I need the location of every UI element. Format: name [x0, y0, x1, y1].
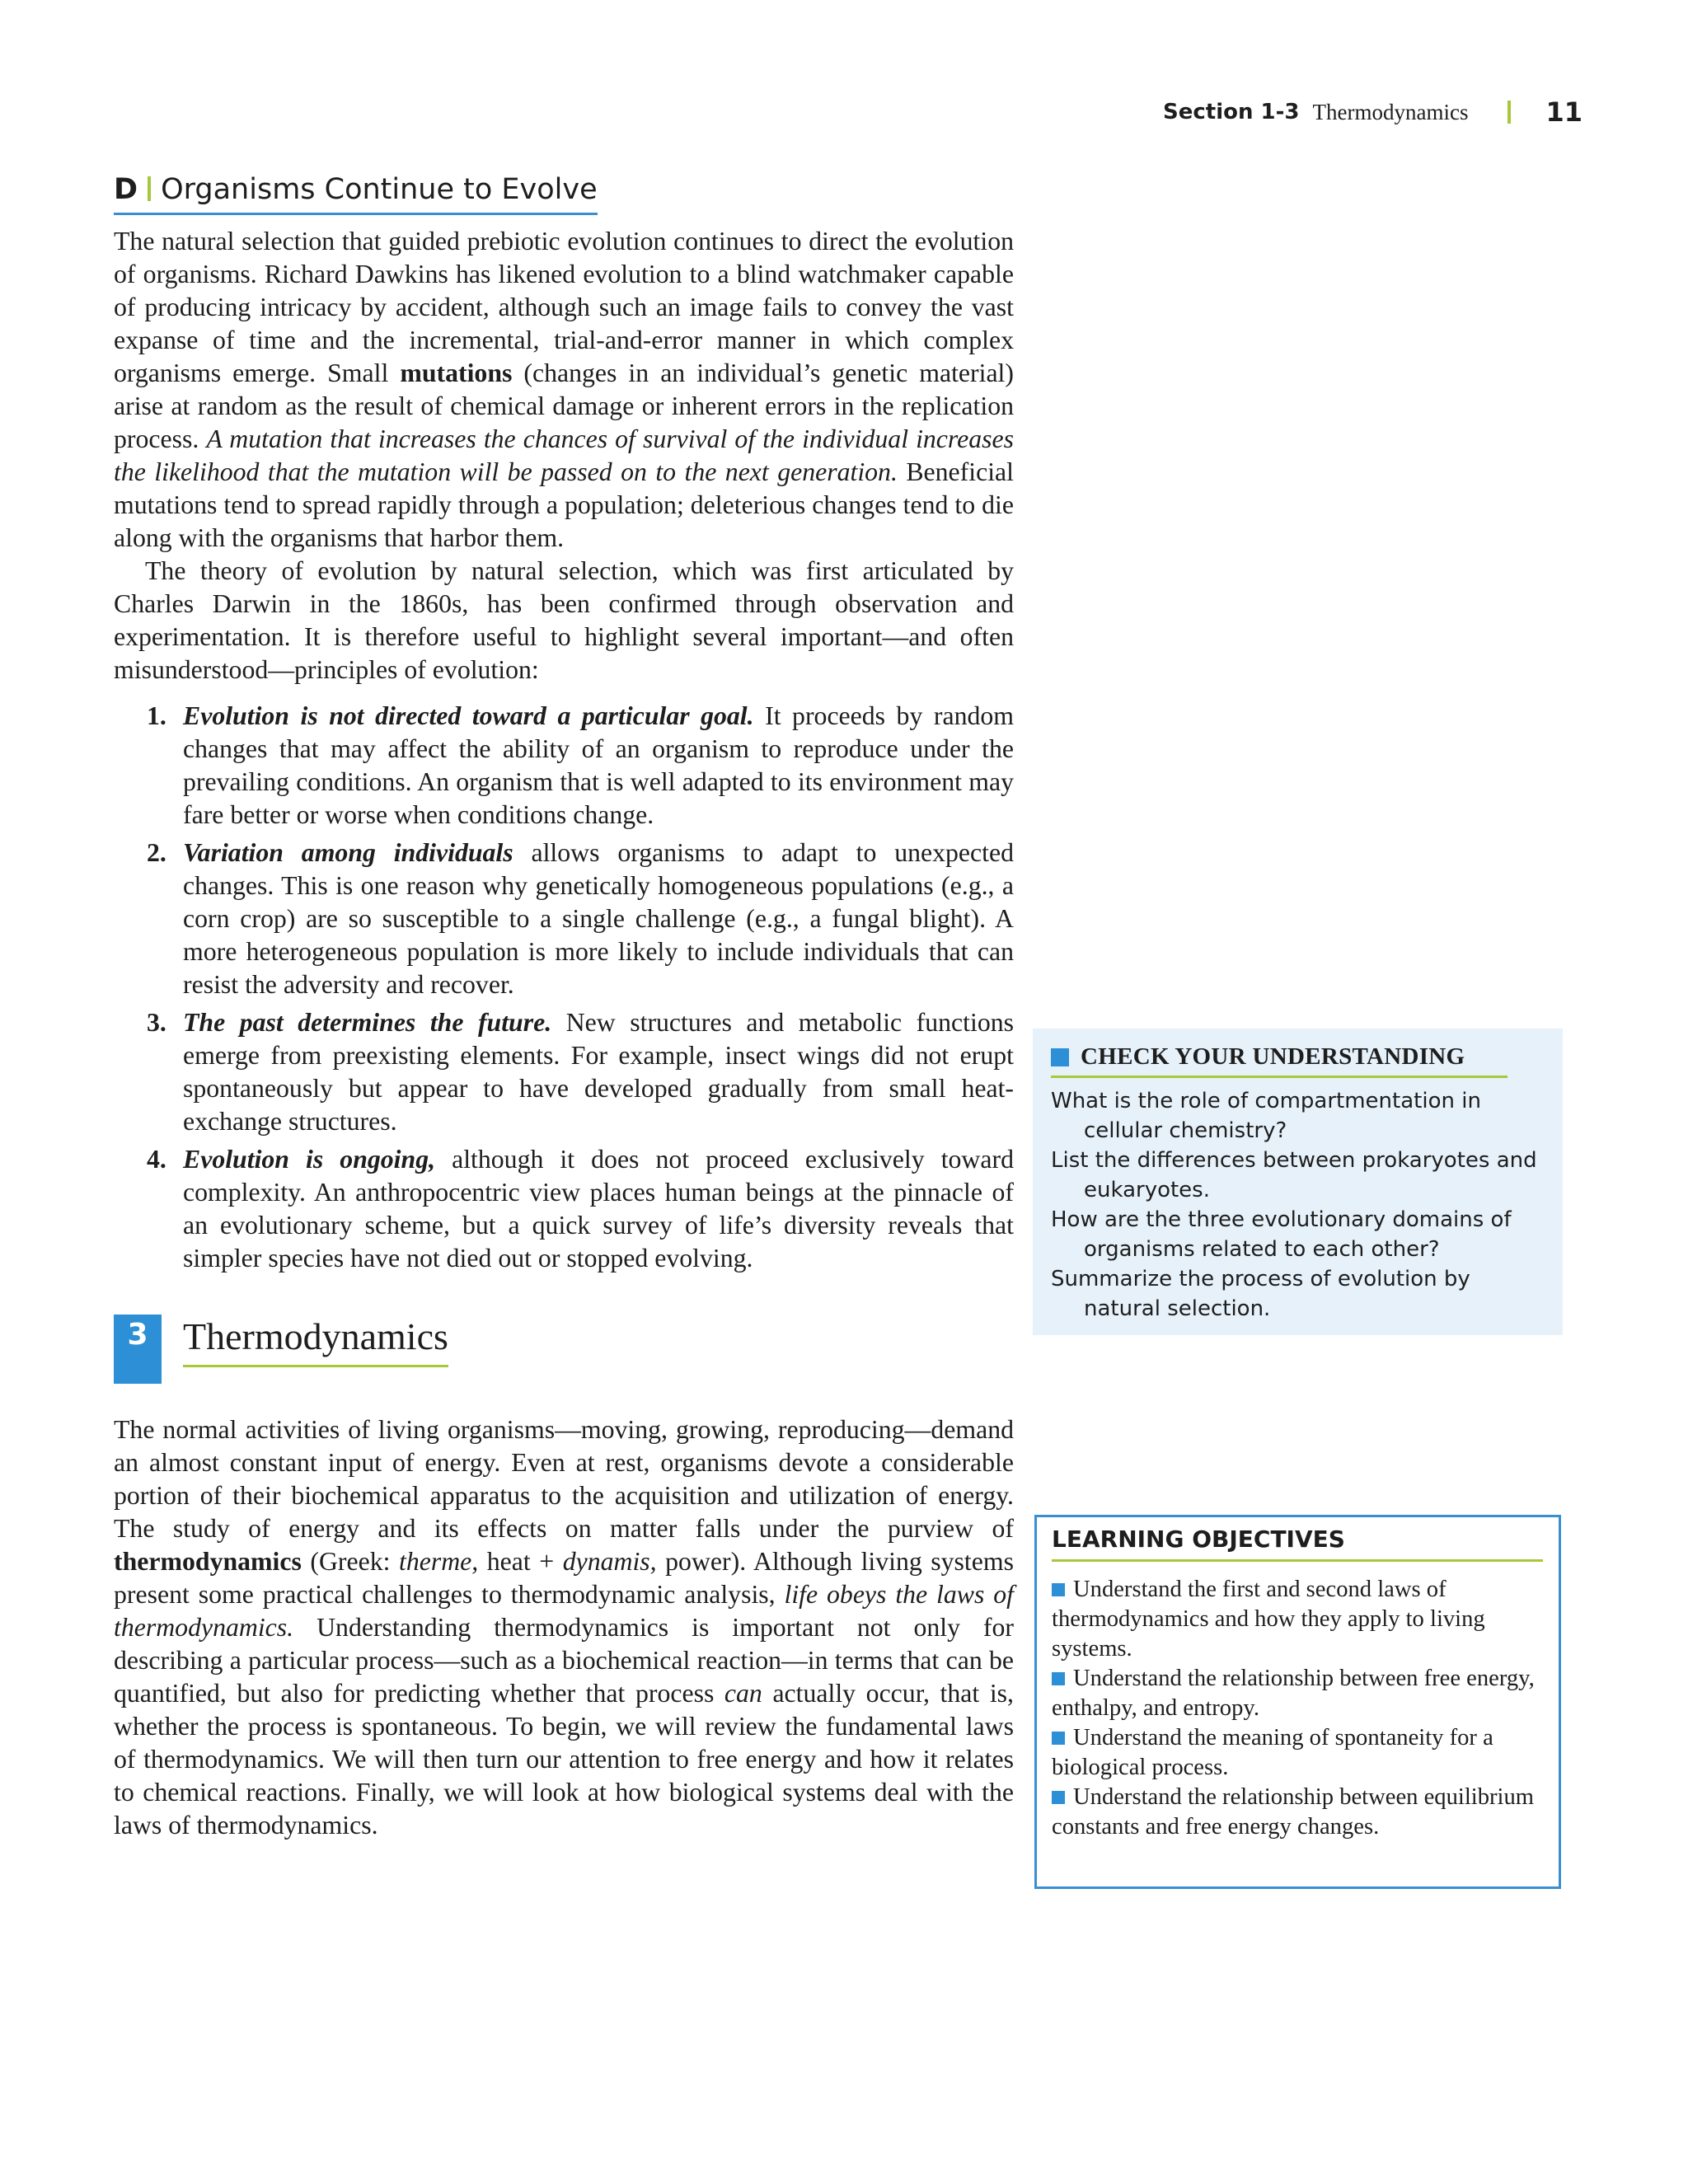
- list-item: What is the role of compartmentation in cellular chemistry?: [1051, 1089, 1481, 1143]
- objective-text: Understand the first and second laws of thermodynamics and how they apply to living systems.: [1052, 1577, 1485, 1661]
- section-3-title: Thermodynamics: [183, 1315, 448, 1367]
- square-bullet-icon: [1052, 1583, 1065, 1596]
- term-mutations: mutations: [400, 359, 513, 387]
- section-d-paragraph-2: The theory of evolution by natural selection, which was first articulated by Charles Darwin in the 1860s, has been confirmed through observation and experimentation. It is therefore useful to highlight several important—and often misunderstood—principles of evolution:: [114, 556, 1014, 684]
- list-item: Summarize the process of evolution by natural selection.: [1051, 1267, 1470, 1321]
- objective-text: Understand the meaning of spontaneity for a biological process.: [1052, 1725, 1493, 1780]
- list-item: List the differences between prokaryotes and eukaryotes.: [1051, 1148, 1537, 1202]
- list-item: [1052, 1783, 1544, 1842]
- square-bullet-icon: [1052, 1672, 1065, 1685]
- section-number-badge: [114, 1315, 162, 1384]
- s3-text-b: (Greek:: [301, 1547, 399, 1576]
- learning-objectives-box: [1034, 1515, 1561, 1889]
- square-bullet-icon: [1052, 1732, 1065, 1745]
- principle-text: It proceeds by random changes that may affect the ability of an organism to reproduce under the prevailing conditions. An organism that is well adapted to its environment may fare better or worse when conditions change.: [183, 701, 1014, 829]
- term-thermodynamics: thermodynamics: [114, 1547, 302, 1576]
- evolution-principles-list: [114, 700, 1014, 1275]
- section-3-heading: [114, 1315, 1014, 1384]
- p1-text-a: The natural selection that guided prebiotic evolution continues to direct the evolution of organisms. Richard Dawkins has likened evolution to a blind watchmaker capable of producing intricacy by accident, although such an image fails to convey the vast expanse of time and the incremental, trial-and-error manner in which complex organisms emerge. Small: [114, 227, 1014, 387]
- s3-italic-dynamis: dynamis,: [562, 1547, 657, 1576]
- principle-text: although it does not proceed exclusively toward complexity. An anthropocentric view places human beings at the pinnacle of an evolutionary scheme, but a quick survey of life’s diversity reveals that simpler species have not died out or stopped evolving.: [183, 1145, 1014, 1272]
- list-item: [1052, 1575, 1544, 1664]
- principle-lead: Evolution is ongoing,: [183, 1145, 436, 1174]
- section-d-letter: D: [114, 173, 138, 206]
- principle-lead: Variation among individuals: [183, 838, 513, 867]
- list-number: 2.: [147, 838, 166, 867]
- list-item: How are the three evolutionary domains of organisms related to each other?: [1051, 1207, 1512, 1262]
- section-d-title: Organisms Continue to Evolve: [161, 173, 598, 206]
- p1-text-c: Beneficial mutations tend to spread rapidly through a population; deleterious changes tend to die along with the organisms that harbor them.: [114, 457, 1014, 552]
- objectives-list: [1052, 1575, 1544, 1842]
- running-header: [1163, 96, 1582, 129]
- principle-text: allows organisms to adapt to unexpected changes. This is one reason why genetically homogeneous populations (e.g., a corn crop) are so susceptible to a single challenge (e.g., a fungal blight). A more heterogeneous population is more likely to include individuals that can resist the adversity and recover.: [183, 838, 1014, 999]
- check-questions-list: [1051, 1086, 1545, 1324]
- header-section-label: Section 1-3: [1163, 100, 1300, 124]
- heading-divider: [148, 176, 151, 201]
- s3-text-d: power). Although living systems present some practical challenges to thermodynamic analysis,: [114, 1547, 1014, 1609]
- header-divider: [1507, 101, 1511, 124]
- p1-emphasis: A mutation that increases the chances of survival of the individual increases the likelihood that the mutation will be passed on to the next generation.: [114, 424, 1014, 486]
- section-3-paragraph: [114, 1413, 1014, 1842]
- principle-text: New structures and metabolic functions emerge from preexisting elements. For example, insect wings did not erupt spontaneously but appear to have developed gradually from small heat-exchange structures.: [183, 1008, 1014, 1136]
- section-number: 3: [127, 1318, 148, 1352]
- section-d-paragraph-1: [114, 225, 1014, 555]
- s3-text-c: heat +: [478, 1547, 563, 1576]
- s3-italic-therme: therme,: [399, 1547, 479, 1576]
- s3-italic-can: can: [724, 1679, 762, 1708]
- section-d-heading: [114, 173, 598, 215]
- check-understanding-heading: [1051, 1043, 1507, 1078]
- s3-emphasis: life obeys the laws of thermodynamics.: [114, 1580, 1015, 1642]
- header-section-title: Thermodynamics: [1312, 99, 1469, 124]
- list-item: [114, 1143, 1014, 1275]
- s3-text-e: Understanding thermodynamics is important not only for describing a particular process—such as a biochemical reaction—in terms that can be quantified, but also for predicting whether that process: [114, 1613, 1014, 1708]
- main-column: [114, 173, 1014, 1842]
- principle-lead: Evolution is not directed toward a particular goal.: [183, 701, 754, 730]
- list-number: 3.: [147, 1008, 166, 1037]
- p1-text-b: (changes in an individual’s genetic material) arise at random as the result of chemical damage or inherent errors in the replication process.: [114, 359, 1014, 453]
- learning-objectives-title: LEARNING OBJECTIVES: [1052, 1526, 1543, 1562]
- check-understanding-title: CHECK YOUR UNDERSTANDING: [1081, 1043, 1465, 1070]
- s3-text-a: The normal activities of living organisms—moving, growing, reproducing—demand an almost constant input of energy. Even at rest, organisms devote a considerable portion of their biochemical apparatus to the acquisition and utilization of energy. The study of energy and its effects on matter falls under the purview of: [114, 1415, 1014, 1543]
- objective-text: Understand the relationship between equilibrium constants and free energy changes.: [1052, 1784, 1535, 1840]
- list-number: 4.: [147, 1145, 166, 1174]
- principle-lead: The past determines the future.: [183, 1008, 552, 1037]
- list-item: [1052, 1723, 1544, 1783]
- list-item: [1052, 1664, 1544, 1723]
- list-item: [114, 700, 1014, 832]
- page-number: 11: [1545, 96, 1582, 128]
- square-bullet-icon: [1051, 1048, 1069, 1066]
- square-bullet-icon: [1052, 1791, 1065, 1804]
- list-item: [114, 1006, 1014, 1138]
- list-item: [114, 837, 1014, 1001]
- s3-text-f: actually occur, that is, whether the process is spontaneous. To begin, we will review the fundamental laws of thermodynamics. We will then turn our attention to free energy and how it relates to chemical reactions. Finally, we will look at how biological systems deal with the laws of thermodynamics.: [114, 1679, 1014, 1840]
- check-understanding-box: [1033, 1029, 1563, 1335]
- objective-text: Understand the relationship between free energy, enthalpy, and entropy.: [1052, 1666, 1535, 1721]
- list-number: 1.: [147, 701, 166, 730]
